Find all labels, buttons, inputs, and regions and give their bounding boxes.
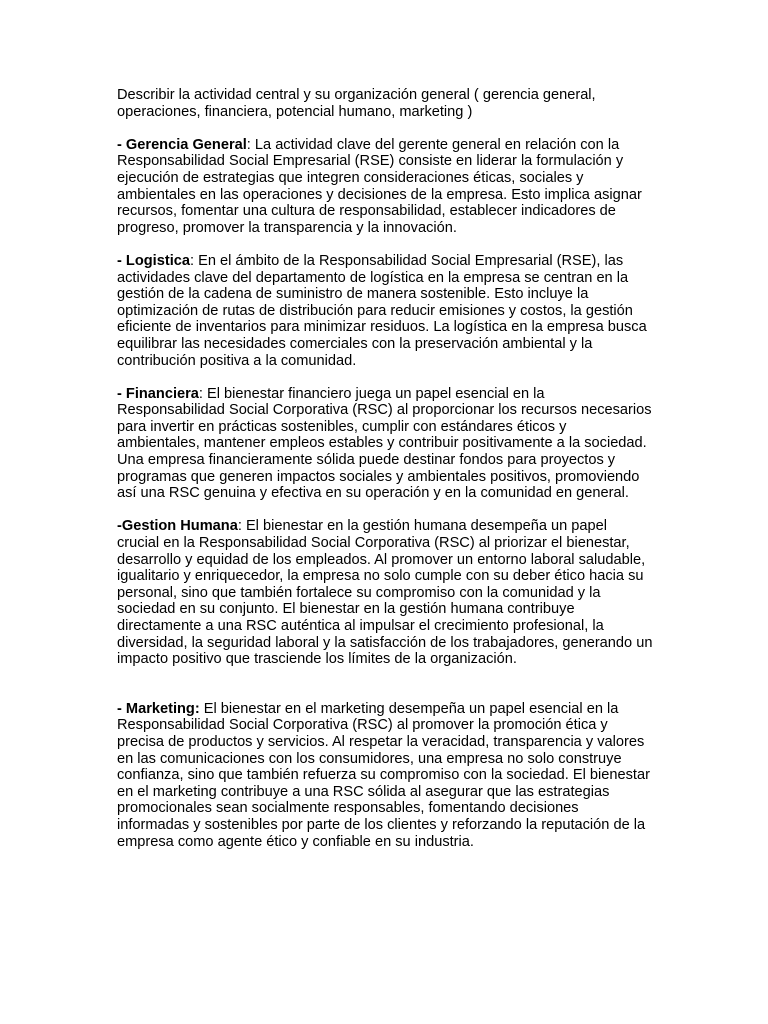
- section-separator: :: [189, 252, 199, 269]
- section-separator: :: [237, 518, 246, 535]
- section-text: La actividad clave del gerente general en relación con la Responsabilidad Social Empresarial (RSE) consiste en liderar la formulación y ejecución de estrategias que integren consideraciones éticas, sociales y ambientales en las operaciones y decisiones de la empresa. Esto implica asignar recursos, fomentar una cultura de responsabilidad, establecer indicadores de progreso, promover la transparencia y la innovación.: [117, 136, 642, 236]
- section-label: Marketing:: [125, 700, 200, 717]
- section-label: Gerencia General: [125, 136, 247, 153]
- section-prefix: -: [117, 252, 126, 269]
- section-label: Logistica: [125, 252, 190, 269]
- section-text: El bienestar en el marketing desempeña un papel esencial en la Responsabilidad Social Corporativa (RSC) al promover la promoción ética y precisa de productos y servicios. Al respetar la veracidad, transparencia y valores en las comunicaciones con los consumidores, una empresa no solo construye confianza, sino que también refuerza su compromiso con la sociedad. El bienestar en el marketing contribuye a una RSC sólida al asegurar que las estrategias promocionales sean socialmente responsables, fomentando decisiones informadas y sostenibles por parte de los clientes y reforzando la reputación de la empresa como agente ético y confiable en su industria.: [117, 700, 650, 850]
- section-prefix: -: [117, 700, 126, 717]
- section-separator: :: [246, 136, 255, 153]
- section-text: El bienestar financiero juega un papel esencial en la Responsabilidad Social Corporativa (RSC) al proporcionar los recursos necesarios para invertir en prácticas sostenibles, cumplir con estándares éticos y ambientales, mantener empleos estables y contribuir positivamente a la sociedad. Una empresa financieramente sólida puede destinar fondos para proyectos y programas que generen impactos sociales y ambientales positivos, promoviendo así una RSC genuina y efectiva en su operación y en la comunidad en general.: [117, 385, 652, 502]
- section-text: El bienestar en la gestión humana desempeña un papel crucial en la Responsabilidad Social Corporativa (RSC) al priorizar el bienestar, desarrollo y equidad de los empleados. Al promover un entorno laboral saludable, igualitario y enriquecedor, la empresa no solo cumple con su deber ético hacia su personal, sino que también fortalece su compromiso con la comunidad y la sociedad en su conjunto. El bienestar en la gestión humana contribuye directamente a una RSC auténtica al impulsar el crecimiento profesional, la diversidad, la seguridad laboral y la satisfacción de los trabajadores, generando un impacto positivo que trasciende los límites de la organización.: [117, 518, 653, 668]
- section-financiera: [117, 386, 653, 502]
- section-prefix: -: [117, 518, 122, 535]
- intro-text: Describir la actividad central y su organización general ( gerencia general, operaciones, financiera, potencial humano, marketing ): [117, 87, 596, 120]
- section-logistica: [117, 253, 653, 369]
- section-separator: :: [198, 385, 208, 402]
- section-text: En el ámbito de la Responsabilidad Social Empresarial (RSE), las actividades clave del departamento de logística en la empresa se centran en la gestión de la cadena de suministro de manera sostenible. Esto incluye la optimización de rutas de distribución para reducir emisiones y costos, la gestión eficiente de inventarios para minimizar residuos. La logística en la empresa busca equilibrar las necesidades comerciales con la preservación ambiental y la contribución positiva a la comunidad.: [117, 252, 647, 369]
- section-prefix: -: [117, 136, 126, 153]
- section-gestion-humana: [117, 518, 653, 667]
- section-prefix: -: [117, 385, 126, 402]
- section-label: Gestion Humana: [121, 518, 238, 535]
- section-gerencia-general: [117, 137, 653, 237]
- section-marketing: [117, 701, 653, 850]
- intro-paragraph: [117, 87, 653, 120]
- document-body: [117, 87, 653, 867]
- section-label: Financiera: [125, 385, 199, 402]
